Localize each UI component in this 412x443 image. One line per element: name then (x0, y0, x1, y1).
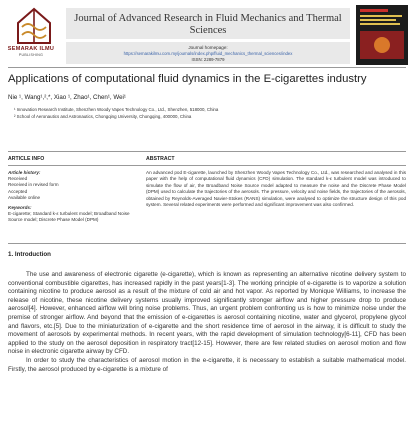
introduction-heading: 1. Introduction (8, 251, 51, 258)
info-bottom-rule (8, 243, 406, 244)
info-top-rule (8, 151, 406, 152)
author-list: Nie ¹, Wang¹,²,*, Xiao ¹, Zhao¹, Chen¹, Wei¹ (8, 94, 126, 101)
journal-cover-image (356, 5, 408, 65)
keywords-list: E-cigarette; Standard k-ε turbulent model; Broadband Noise Source model; Discrete Phase Model (DPM) (8, 211, 130, 223)
history-received: Received (8, 176, 28, 182)
journal-homepage-box (66, 42, 350, 64)
publisher-name: SEMARAK ILMU (7, 46, 55, 52)
introduction-body (8, 271, 406, 374)
history-online: Available online (8, 194, 41, 200)
publisher-subtitle: PUBLISHING (18, 53, 44, 57)
issn-text: ISSN: 2289-7879 (191, 57, 225, 62)
paper-title: Applications of computational fluid dynamics in the E-cigarettes industry (8, 73, 367, 85)
info-mid-rule (8, 165, 406, 166)
journal-header (0, 0, 412, 66)
history-revised: Received in revised form (8, 182, 59, 188)
article-history (8, 170, 133, 224)
header-divider (8, 67, 406, 68)
homepage-label: Journal homepage: (188, 45, 228, 50)
history-heading: Article history: (8, 170, 41, 175)
affiliations (14, 106, 404, 120)
journal-title-box (66, 8, 350, 39)
abstract-text: An advanced pod E-cigarette, launched by Shenzhen Woody Vapes Technology Co., Ltd., was researched and analysed in this paper with the help of computational fluid dynamics (CFD) simulation. The standard k-ε turbulent model was introduced to simulate the flow of air, the Broadband Noise Source model adapted to measure the noise and the Discrete Phase Model (DPM) used to calculate the trajectories of the aerosols. The pressure, velocity and noise fields, the trajectories of the aerosols, obtained by Reynolds-Averaged Navier-Stokes (RANS) simulation, were analysed to optimize the structure design of this pod system. Several related experiments were performed and significant improvement was also confirmed. (146, 170, 406, 208)
article-info-heading: ARTICLE INFO (8, 156, 45, 162)
keywords-heading: Keywords: (8, 205, 32, 211)
publisher-logo-icon (8, 5, 60, 49)
history-accepted: Accepted (8, 188, 28, 194)
journal-title: Journal of Advanced Research in Fluid Mechanics and Thermal Sciences (74, 13, 342, 36)
affiliation-1: ¹ Innovation Research Institute, Shenzhen Woody Vapes Technology Co., Ltd., Shenzhen, 518000, China (14, 107, 219, 112)
intro-paragraph-2: In order to study the characteristics of aerosol motion in the e-cigarette, it is necessary to establish a suitable mathematical model. Firstly, the aerosol produced by e-cigarette is a mixture of (8, 356, 406, 373)
homepage-link[interactable]: https://semarakilmu.com.my/journals/index.php/fluid_mechanics_thermal_sciences/index (123, 51, 293, 56)
affiliation-2: ² School of Aeronautics and Astronautics, Chongqing University, Chongqing, 400000, China (14, 114, 192, 119)
intro-paragraph-1: The use and awareness of electronic cigarette (e-cigarette), which is known as representing an alternative nicotine delivery system to conventional combustible cigarettes, has increased rapidly in the past years[1-3]. The working principle of e-cigarette is to vaporize a solution containing nicotine to produce aerosol as a result of the mixture of cold air and hot vapor. As reported by Monique Williams, to increase the release of nicotine, these nicotine delivery systems usually improved significantly stronger airflow and higher pressure drop to produce aerosol[4]. However, enhanced airflow will bring noise problems. Thus, an urgent problem confronting us is how to minimize noise under the premise of stronger airflow. And beyond that the emission of e-cigarettes is aerosol containing nicotine, water and glycerol, propylene glycol and flavors, etc.[5]. Due to the miniaturization of e-cigarette and the short residence time of aerosol in the airway, it is difficult to study the movement of aerosols by experimental methods. In recent years, with the rapid development of simulation technology[6-11], CFD has been applied to the study on the aerosol deposition in respiratory tract[12-15]. However, there are few related studies on aerosol motion and flow noise in electronic cigarette airway by CFD. (8, 271, 406, 356)
abstract-heading: ABSTRACT (146, 156, 175, 162)
